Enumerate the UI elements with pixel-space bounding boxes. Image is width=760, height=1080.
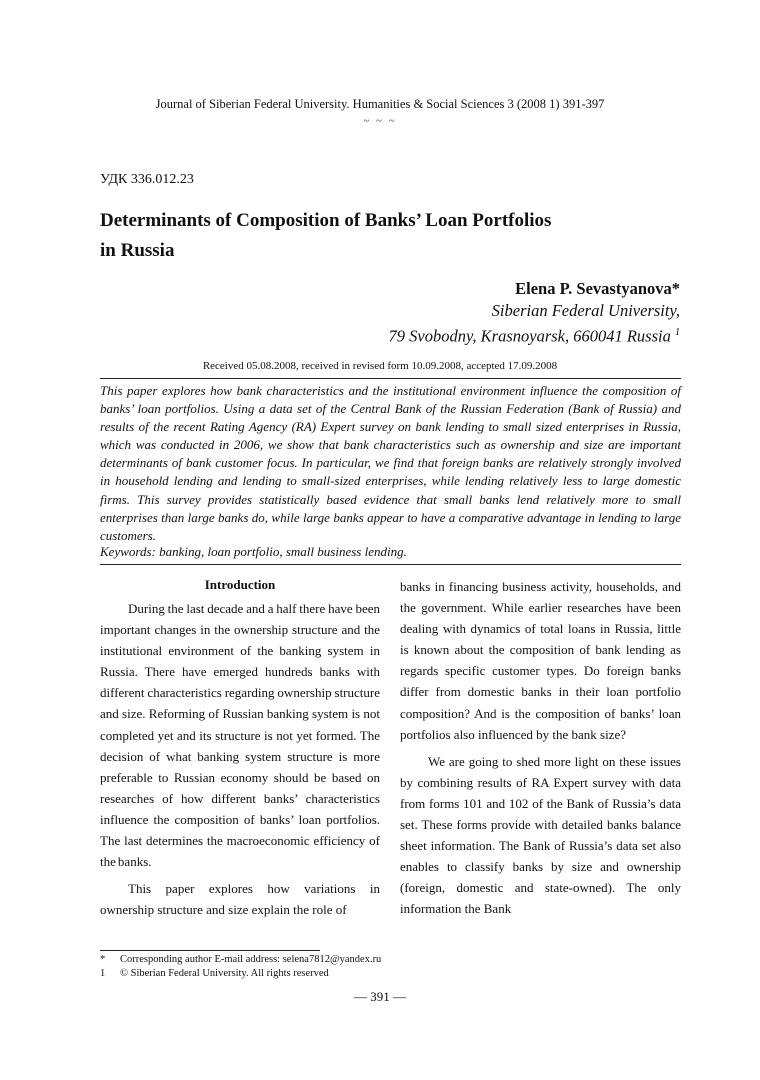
author-affiliation-2: 79 Svobodny, Krasnoyarsk, 660041 Russia $^1$ [388,326,680,346]
affiliation-footnote-mark: 1 [675,327,680,338]
abstract-bottom-rule [100,564,681,565]
paragraph: During the last decade and a half there have been important changes in the ownership structure and the institutional environment of the banking system in Russia. There have emerged hundreds banks with different characteristics regarding ownership structure and size. Reforming of Russian banking system is not completed yet and its structure is not yet formed. The decision of what banking system structure is more preferable to Russian economy should be based on researches of how different banks’ characteristics influence the composition of banks’ loan portfolios. The last determines the macroeconomic efficiency of the banks. [100,601,380,870]
received-dates: Received 05.08.2008, received in revised form 10.09.2008, accepted 17.09.2008 [202,360,558,372]
abstract-top-rule [100,378,681,379]
paragraph: This paper explores how variations in ownership structure and size explain the role of [100,881,380,918]
header-ornament: ~ ~ ~ [363,115,397,127]
title-line-1: Determinants of Composition of Banks’ Loan Portfolios [100,210,552,231]
keywords: Keywords: banking, loan portfolio, small business lending. [100,544,407,559]
section-heading-introduction: Introduction [204,577,276,592]
footnote [100,967,381,981]
paper-title [100,206,660,266]
footnote [100,953,381,967]
body-column-right [400,576,681,920]
footnotes [100,953,381,981]
footnote-text: © Siberian Federal University. All rights reserved [120,968,329,979]
author-block [389,278,680,348]
footnote-rule [100,950,320,951]
footnote-mark: * [100,954,106,965]
author-name: Elena P. Sevastyanova* [515,279,680,298]
abstract: This paper explores how bank characteristics and the institutional environment influence the composition of banks’ loan portfolios. Using a data set of the Central Bank of the Russian Federation (Bank of Russia) and results of the recent Rating Agency (RA) Expert survey on bank lending to small sized enterprises in Russia, which was conducted in 2006, we show that bank characteristics such as ownership and size are important determinants of bank customer focus. In particular, we find that foreign banks are relatively strongly involved in household lending and lending to small-sized enterprises, while lending relatively less to large domestic firms. This survey provides statistically based evidence that small banks lend relatively more to small enterprises than large banks do, while large banks appear to have a comparative advantage in lending to large customers. [100,383,681,543]
paragraph: We are going to shed more light on these issues by combining results of RA Expert survey with data from forms 101 and 102 of the Bank of Russia’s data set. These forms provide with detailed banks balance sheet information. The Bank of Russia’s data set also enables to classify banks by size and ownership (foreign, domestic and state-owned). The only information the Bank [400,753,681,917]
journal-header: Journal of Siberian Federal University. Humanities & Social Sciences 3 (2008 1) 391-397 [155,97,605,111]
author-affiliation-1: Siberian Federal University, [491,301,680,320]
footnote-mark: 1 [100,968,106,979]
body-column-left [100,576,380,920]
footnote-text: Corresponding author E-mail address: selena7812@yandex.ru [120,954,382,965]
paragraph: banks in financing business activity, households, and the government. While earlier researches have been dealing with dynamics of total loans in Russia, little is known about the composition of bank lending as regards specific customer types. Do foreign banks differ from domestic banks in their loan portfolio composition? And is the composition of banks’ loan portfolios also influenced by the bank size? [400,579,681,742]
title-line-2: in Russia [100,240,175,261]
author-name-mark: * [671,279,680,298]
page-number: — 391 — [354,989,406,1004]
udk-code: УДК 336.012.23 [100,172,194,187]
